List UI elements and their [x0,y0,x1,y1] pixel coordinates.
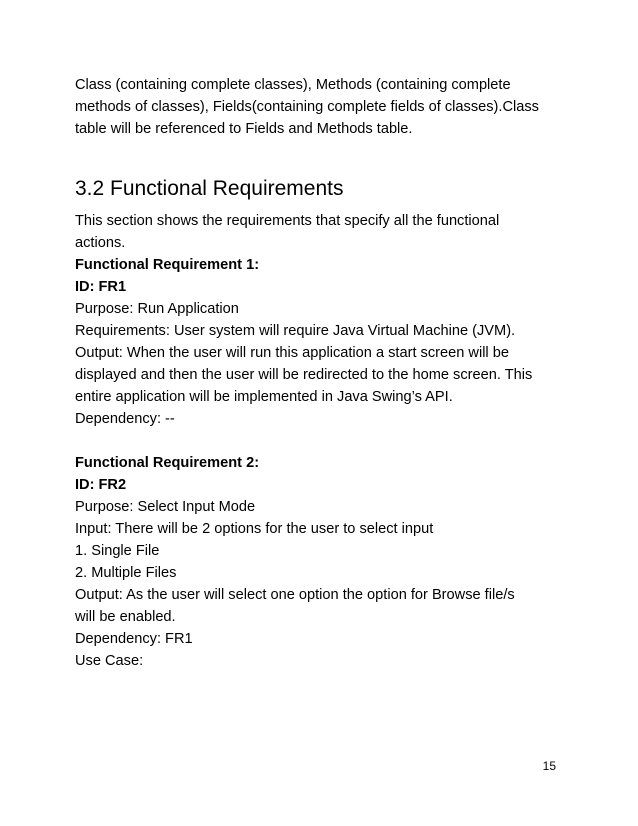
fr2-dependency: Dependency: FR1 [75,631,193,647]
fr2-option-1: 1. Single File [75,543,160,559]
fr2-title: Functional Requirement 2: [75,455,260,471]
fr1-requirements: Requirements: User system will require Java Virtual Machine (JVM). [75,323,516,339]
fr2-use-case: Use Case: [75,653,144,669]
fr2-input: Input: There will be 2 options for the user to select input [75,521,434,537]
functional-requirement-2 [75,452,575,672]
fr1-purpose: Purpose: Run Application [75,301,239,317]
fr2-id: ID: FR2 [75,477,127,493]
fr1-title: Functional Requirement 1: [75,257,260,273]
page-number: 15 [542,759,556,773]
fr1-id: ID: FR1 [75,279,127,295]
fr2-output: Output: As the user will select one option the option for Browse file/s will be enabled. [75,587,515,625]
page-content [75,74,575,672]
fr2-option-2: 2. Multiple Files [75,565,177,581]
blank-line [75,430,575,452]
section-intro: This section shows the requirements that specify all the functional actions. [75,213,500,251]
functional-requirement-1 [75,254,575,430]
section-heading: 3.2 Functional Requirements [75,177,344,200]
intro-paragraph: Class (containing complete classes), Methods (containing complete methods of classes), Fields(containing complete fields of classes).Class table will be referenced to Fields and Methods table. [75,77,539,137]
fr2-purpose: Purpose: Select Input Mode [75,499,256,515]
fr1-dependency: Dependency: -- [75,411,175,427]
fr1-output: Output: When the user will run this application a start screen will be displayed and then the user will be redirected to the home screen. This entire application will be implemented in Java Swing’s API. [75,345,533,405]
